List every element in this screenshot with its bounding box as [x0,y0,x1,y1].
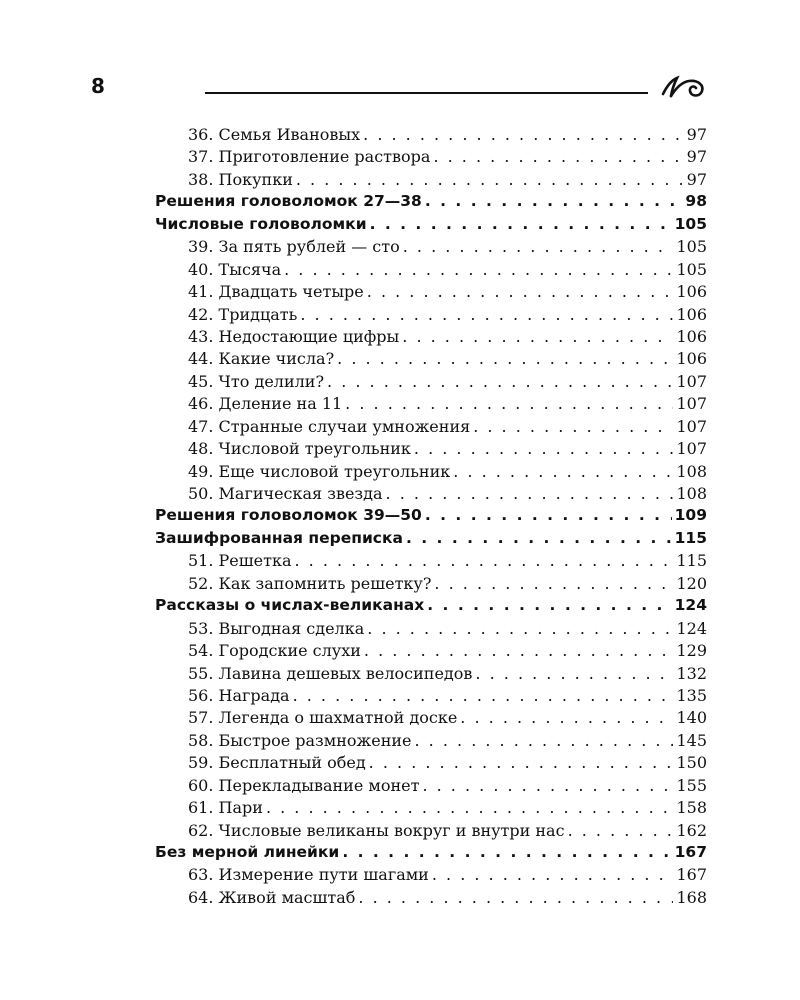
toc-entry-title: 59. Бесплатный обед [188,753,366,773]
toc-entry-page: 120 [676,573,707,593]
toc-leader-dots [345,394,673,413]
toc-leader-dots [369,753,674,772]
toc-entry-title: Рассказы о числах-великанах [155,596,425,615]
toc-entry-page: 124 [674,596,707,615]
toc-entry-title: 55. Лавина дешевых велосипедов [188,663,473,683]
toc-leader-dots [475,664,673,683]
toc-entry-title: 38. Покупки [188,169,293,189]
toc-entry-page: 167 [676,865,707,885]
toc-section-entry [155,596,707,618]
toc-entry-page: 109 [674,506,707,525]
toc-entry-page: 97 [686,125,707,144]
toc-leader-dots [434,574,673,593]
toc-entry-title: 41. Двадцать четыре [188,282,364,302]
toc-section-entry [155,192,707,214]
toc-entry-title: 39. За пять рублей — сто [188,237,400,257]
toc-entry [155,888,707,910]
toc-leader-dots [403,237,674,256]
toc-entry-page: 108 [676,484,707,503]
toc-entry-title: 52. Как запомнить решетку? [188,573,432,593]
toc-entry-page: 150 [676,753,707,773]
toc-entry [155,125,707,147]
toc-entry [155,551,707,573]
toc-entry-page: 145 [676,730,707,750]
toc-leader-dots [433,147,683,166]
toc-entry-page: 106 [676,349,707,369]
toc-entry [155,237,707,259]
toc-entry-title: 43. Недостающие цифры [188,326,400,346]
toc-entry [155,417,707,439]
toc-entry-title: 36. Семья Ивановых [188,125,361,144]
toc-entry-page: 132 [676,663,707,683]
table-of-contents [155,125,707,910]
toc-entry-page: 105 [674,214,707,233]
toc-entry-page: 129 [676,641,707,661]
toc-entry [155,776,707,798]
toc-entry [155,753,707,775]
toc-entry [155,641,707,663]
toc-section-entry [155,506,707,528]
toc-entry-page: 115 [676,551,707,571]
toc-entry [155,731,707,753]
toc-entry-title: 45. Что делили? [188,371,325,391]
toc-entry-page: 106 [676,304,707,324]
toc-entry-title: Без мерной линейки [155,843,340,861]
toc-entry-page: 168 [676,887,707,907]
toc-leader-dots [364,641,674,660]
ornament-icon [660,72,708,102]
toc-entry [155,484,707,506]
toc-entry-title: 42. Тридцать [188,304,298,324]
toc-entry-page: 106 [676,326,707,346]
toc-entry-title: 51. Решетка [188,551,292,571]
toc-leader-dots [367,619,673,638]
toc-entry-page: 108 [676,461,707,481]
toc-entry-title: 58. Быстрое размножение [188,730,412,750]
toc-entry-title: 46. Деление на 11 [188,394,343,414]
toc-leader-dots [293,686,674,705]
toc-entry-page: 107 [676,371,707,391]
toc-entry-title: 50. Магическая звезда [188,484,383,503]
toc-entry-page: 105 [676,259,707,279]
toc-entry [155,372,707,394]
toc-entry-title: 48. Числовой треугольник [188,439,411,459]
toc-leader-dots [406,529,672,547]
toc-leader-dots [453,462,673,481]
toc-entry [155,708,707,730]
toc-leader-dots [266,798,674,817]
toc-entry-title: 53. Выгодная сделка [188,618,365,638]
toc-entry-title: 44. Какие числа? [188,349,335,369]
toc-leader-dots [427,596,671,614]
toc-entry-page: 162 [676,820,707,840]
toc-leader-dots [300,305,673,324]
toc-leader-dots [363,125,684,144]
toc-entry-page: 158 [676,798,707,818]
toc-leader-dots [358,888,673,907]
toc-entry-title: 56. Награда [188,685,290,705]
toc-entry [155,170,707,192]
toc-leader-dots [402,327,673,346]
toc-leader-dots [422,776,673,795]
toc-entry-page: 107 [676,416,707,436]
toc-entry [155,574,707,596]
toc-entry-page: 155 [676,775,707,795]
toc-entry [155,147,707,169]
toc-leader-dots [460,708,673,727]
toc-leader-dots [473,417,673,436]
toc-entry-title: 62. Числовые великаны вокруг и внутри нас [188,820,565,840]
toc-leader-dots [425,192,683,210]
toc-entry [155,664,707,686]
toc-entry-page: 115 [674,528,707,547]
toc-entry-page: 105 [676,237,707,257]
toc-entry [155,327,707,349]
toc-entry-title: 64. Живой масштаб [188,887,356,907]
toc-entry [155,686,707,708]
toc-entry-page: 98 [685,192,707,211]
toc-entry-page: 97 [686,169,707,189]
toc-leader-dots [425,506,672,524]
toc-entry [155,462,707,484]
toc-section-entry [155,215,707,237]
toc-leader-dots [367,282,674,301]
toc-entry-title: 61. Пари [188,798,263,818]
toc-leader-dots [415,731,674,750]
toc-entry-title: 49. Еще числовой треугольник [188,461,451,481]
toc-leader-dots [568,821,674,840]
toc-entry-page: 140 [676,708,707,728]
header-rule [205,92,648,94]
toc-entry-page: 106 [676,282,707,302]
toc-entry-title: Зашифрованная переписка [155,528,403,547]
toc-entry [155,865,707,887]
toc-entry [155,282,707,304]
toc-entry [155,798,707,820]
toc-entry-page: 124 [676,618,707,638]
toc-entry [155,821,707,843]
toc-entry-title: 47. Странные случаи умножения [188,416,471,436]
toc-entry [155,349,707,371]
toc-leader-dots [370,215,672,233]
toc-entry-title: Числовые головоломки [155,214,367,233]
toc-entry-page: 107 [676,394,707,414]
toc-entry-title: 60. Перекладывание монет [188,775,420,795]
toc-leader-dots [386,484,674,503]
toc-entry-title: 63. Измерение пути шагами [188,865,429,885]
toc-entry-title: 37. Приготовление раствора [188,147,431,167]
toc-entry-title: Решения головоломок 27—38 [155,192,422,211]
toc-entry-title: 40. Тысяча [188,259,282,279]
toc-entry [155,439,707,461]
toc-entry [155,305,707,327]
toc-entry [155,260,707,282]
toc-entry-page: 97 [686,147,707,167]
toc-entry-page: 135 [676,685,707,705]
toc-leader-dots [327,372,673,391]
toc-entry [155,619,707,641]
toc-leader-dots [296,170,684,189]
toc-entry-page: 167 [674,843,707,861]
toc-section-entry [155,843,707,865]
toc-leader-dots [432,865,674,884]
toc-entry-title: 54. Городские слухи [188,641,361,661]
toc-entry-title: 57. Легенда о шахматной доске [188,708,458,728]
toc-entry [155,394,707,416]
toc-leader-dots [295,551,674,570]
toc-leader-dots [342,843,671,861]
page-number: 8 [91,74,105,98]
toc-leader-dots [284,260,673,279]
toc-entry-page: 107 [676,439,707,459]
toc-section-entry [155,529,707,551]
toc-leader-dots [414,439,674,458]
toc-entry-title: Решения головоломок 39—50 [155,506,422,525]
toc-leader-dots [337,349,673,368]
